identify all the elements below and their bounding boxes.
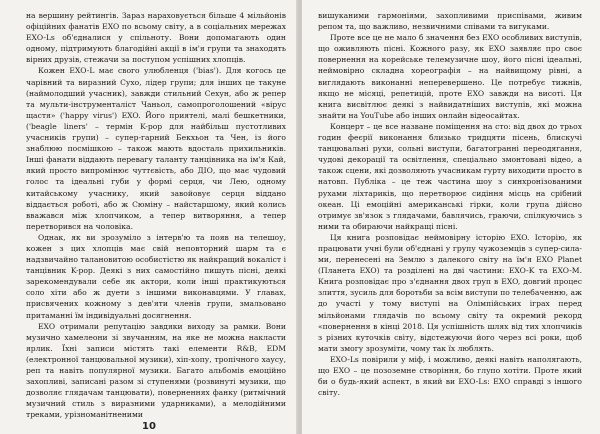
left-page-text — [26, 10, 286, 420]
paragraph: EXO отримали репутацію завдяки виходу за рамки. Вони музично хамелеони зі звучанням, на яке не можна накласти ярлик. Їхні записи містять такі елементи R&B, EDM (електронної танцювальної музики), хіп-хопу, тропічного хаусу, реп та навіть популярної музики. Багато альбомів емоційно захопливі, записані разом зі ступенями (розвинуті музики, що дозволяє глядачам танцювати), поверненнях фанку (ритмічний музичний стиль з виразними ударниками), а мелодійними треками, урізноманітненими — [26, 321, 286, 420]
paragraph: вишуканими гармоніями, захопливими приспівами, живим репом та, що важливо, незвичними співами та вигуками. — [318, 11, 582, 32]
paragraph: EXO-Ls повірили у міф, і можливо, деякі навіть наполягають, що EXO – це позоземне створіння, бо глупо хотіти. Проте який би о будь-який аспект, в який ви EXO-Ls: EXO справді з іншого світу. — [318, 354, 582, 398]
right-page-text — [318, 10, 582, 398]
paragraph: Концерт – це все назване поміщення на сто: від двох до трьох годин феєрії виконання близько тридцяти пісень, блискучі танцювальні рухи, сольні виступи, багатогранні переодягання, чудові декорації та освітлення, спеціально змонтовані відео, а також сцени, які дозволяють учасникам гурту виходити просто в натовп. Публіка – це теж частина шоу з синхронізованими рухами ліхтариків, що перетворює сидіння місць на срібний океан. Ці емоційні американські гірки, коли група дійсно отримує зв'язок з глядачами, бавлячись, граючи, спілкуючись з ними та обираючи найкращі пісні. — [318, 121, 582, 231]
paragraph: на вершину рейтингів. Зараз нараховується більше 4 мільйонів офіційних фанатів EXO по всьому світу, а в соціальних мережах EXO-Ls об'єдналися у спільноту. Вони допомагають один одному, підтримують благодійні акції в ім'я групи та знаходять вірних друзів, стежачи за поступом успішних хлопців. — [26, 11, 286, 65]
right-page — [302, 0, 600, 434]
paragraph: Проте все це не мало б значення без EXO особливих виступів, що оживляють пісні. Кожного разу, як EXO заявляє про своє повернення на корейське телемузичне шоу, його пісні ідеальні, неймовірно складна хореографія – на найвищому рівні, а виглядають виконанні неперевершено. Це потребує тижнів, якщо не місяці, репетицій, проте EXO завжди на висоті. Ця книга висвітлює деякі з найвидатніших виступів, які можна знайти на YouTube або інших онлайн відеосайтах. — [318, 33, 582, 120]
paragraph: Кожен EXO-L має свого улюбленця ('bias'). Для когось це чарівний та виразний Сухо, лідер групи; для інших це такуне (наймолодший учасник), завжди стильний Сехун, або ж репер та мульти-інструменталіст Чаньол, самопроголошений «вірус щастя» ('happy virus') EXO. Його приятелі, малі бешкетники, ('beagle liners' – термін K-pop для найбільш пустотливих учасників групи) – супер-гарний Бекхьон та Чен, із його знаблюю посмішкою – також мають вдосталь прихильників. Інші фанати віддають перевагу таланту танцівника на ім'я Кай, який просто випромінює чуттєвість, або ДІО, що має чудовий голос та ідеальні губи у формі серця, чи Лею, одному китайському учаснику, який завойовує серця віддано віддається роботі, або ж Сюміну – найстаршому, який колись вважався між хлопчиком, а тепер витворяння, а тепер перетворився на чоловіка. — [26, 66, 286, 231]
left-page — [0, 0, 298, 434]
page-number: 10 — [142, 421, 156, 432]
paragraph: Однак, як ви зрозуміло з інтерв'ю та появ на телешоу, кожен з цих хлопців має свій неповторний шарм та є надзвичайно талановитою особистістю як найкращий вокаліст і танцівник K-pop. Деякі з них самостійно пишуть пісні, деякі зарекомендували себе як актори, коли інші практикуються соло хіти або ж дуети з іншими виконавцями. У главах, присвячених кожному з дев'яти членів групи, змальовано притаманні їм індивідуальні досягнення. — [26, 232, 286, 320]
paragraph: Ця книга розповідає неймовірну історію EXO. Історію, як працювати учні були об'єднані у групу чужоземців з супер-сила-ми, перенесені на Землю з далекого світу на їм'я EXO Planet (Планета EXO) та розділені на дві частини: EXO-K та EXO-M. Книга розповідає про з'єднання двох груп в EXO, довгий процес злиття, зусиль для боротьби за всім виступи по телебаченню, аж до участі у тому виступі на Олімпійських іграх перед мільйонами глядачів по всьому світу та окремий рекорд «повернення в кінці 2018. Ця успішність шлях від тих хлопчиків з різних куточків світу, відстежуючи його через всі роки, щоб мати змогу зрозуміти, чому так їх люблять. — [318, 232, 582, 353]
